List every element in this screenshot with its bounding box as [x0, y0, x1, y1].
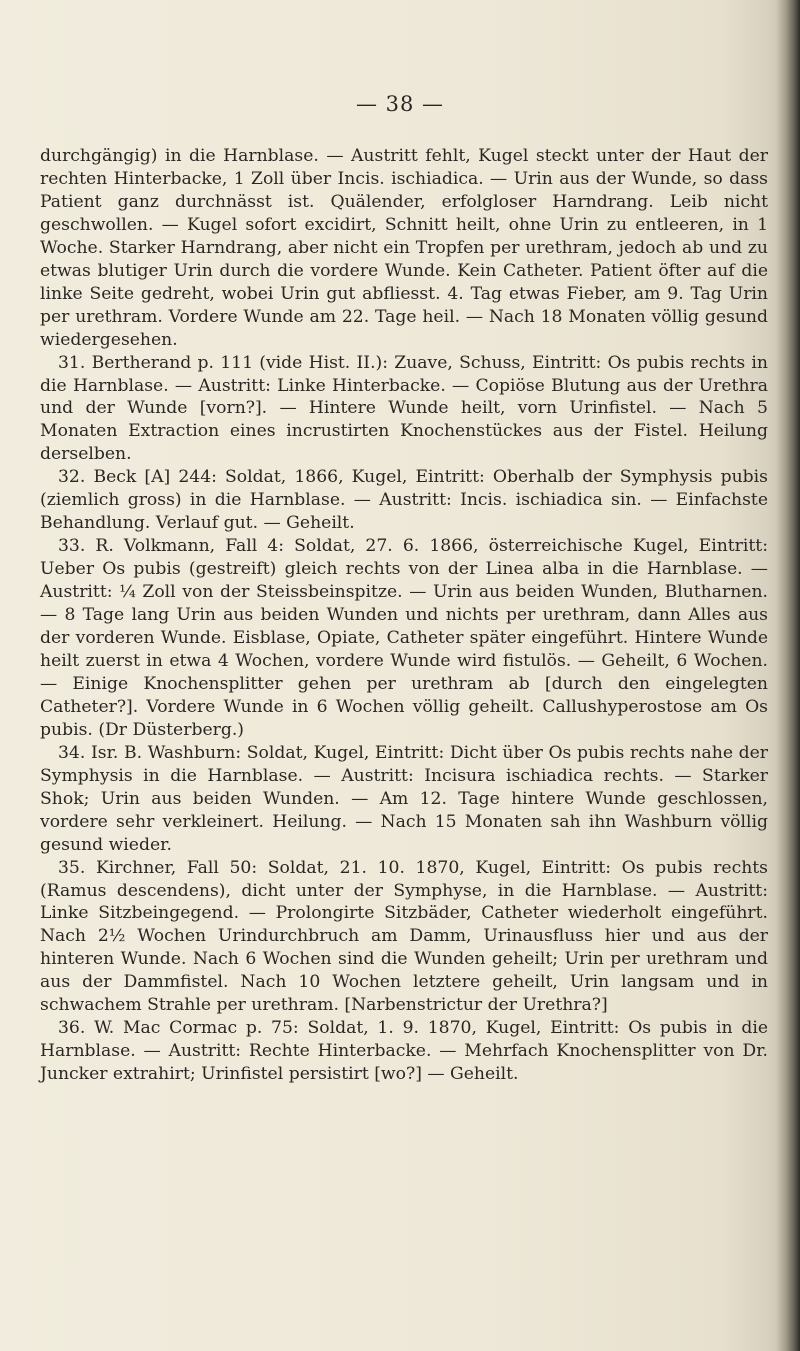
- case-33-paragraph: 33. R. Volkmann, Fall 4: Soldat, 27. 6. 1866, österreichische Kugel, Eintritt: Ueber Os pubis (gestreift) gleich rechts von der Linea alba in die Harnblase. — Austritt: ¼ Zoll von der Steissbeinspitze. — Urin aus beiden Wunden, Blutharnen. — 8 Tage lang Urin aus beiden Wunden und nichts per urethram, dann Alles aus der vorderen Wunde. Eisblase, Opiate, Catheter später eingeführt. Hintere Wunde heilt zuerst in etwa 4 Wochen, vordere Wunde wird fistulös. — Geheilt, 6 Wochen. — Einige Knochensplitter gehen per urethram ab [durch den eingelegten Catheter?]. Vordere Wunde in 6 Wochen völlig geheilt. Callushyperostose am Os pubis. (Dr Düsterberg.): [40, 536, 768, 740]
- body-text: [40, 145, 768, 1086]
- case-36-paragraph: 36. W. Mac Cormac p. 75: Soldat, 1. 9. 1870, Kugel, Eintritt: Os pubis in die Harnblase. — Austritt: Rechte Hinterbacke. — Mehrfach Knochensplitter von Dr. Juncker extrahirt; Urinfistel persistirt [wo?] — Geheilt.: [40, 1018, 768, 1085]
- paragraph-continuation: durchgängig) in die Harnblase. — Austritt fehlt, Kugel steckt unter der Haut der rechten Hinterbacke, 1 Zoll über Incis. ischiadica. — Urin aus der Wunde, so dass Patient ganz durchnässt ist. Quälender, erfolgloser Harndrang. Leib nicht geschwollen. — Kugel sofort excidirt, Schnitt heilt, ohne Urin zu entleeren, in 1 Woche. Starker Harndrang, aber nicht ein Tropfen per urethram, jedoch ab und zu etwas blutiger Urin durch die vordere Wunde. Kein Catheter. Patient öfter auf die linke Seite gedreht, wobei Urin gut abfliesst. 4. Tag etwas Fieber, am 9. Tag Urin per urethram. Vordere Wunde am 22. Tage heil. — Nach 18 Monaten völlig gesund wiedergesehen.: [40, 146, 768, 350]
- page-number: — 38 —: [355, 92, 445, 116]
- page-edge-shadow: [776, 0, 800, 1351]
- case-34-paragraph: 34. Isr. B. Washburn: Soldat, Kugel, Eintritt: Dicht über Os pubis rechts nahe der Symphysis in die Harnblase. — Austritt: Incisura ischiadica rechts. — Starker Shok; Urin aus beiden Wunden. — Am 12. Tage hintere Wunde geschlossen, vordere sehr verkleinert. Heilung. — Nach 15 Monaten sah ihn Washburn völlig gesund wieder.: [40, 742, 768, 855]
- case-32-paragraph: 32. Beck [A] 244: Soldat, 1866, Kugel, Eintritt: Oberhalb der Symphysis pubis (ziemlich gross) in die Harnblase. — Austritt: Incis. ischiadica sin. — Einfachste Behandlung. Verlauf gut. — Geheilt.: [40, 467, 768, 534]
- case-31-paragraph: 31. Bertherand p. 111 (vide Hist. II.): Zuave, Schuss, Eintritt: Os pubis rechts in die Harnblase. — Austritt: Linke Hinterbacke. — Copiöse Blutung aus der Urethra und der Wunde [vorn?]. — Hintere Wunde heilt, vorn Urinfistel. — Nach 5 Monaten Extraction eines incrustirten Knochenstückes aus der Fistel. Heilung derselben.: [40, 352, 768, 465]
- case-35-paragraph: 35. Kirchner, Fall 50: Soldat, 21. 10. 1870, Kugel, Eintritt: Os pubis rechts (Ramus descendens), dicht unter der Symphyse, in die Harnblase. — Austritt: Linke Sitzbeingegend. — Prolongirte Sitzbäder, Catheter wiederholt eingeführt. Nach 2½ Wochen Urindurchbruch am Damm, Urinausfluss hier und aus der hinteren Wunde. Nach 6 Wochen sind die Wunden geheilt; Urin per urethram und aus der Dammfistel. Nach 10 Wochen letztere geheilt, Urin langsam und in schwachem Strahle per urethram. [Narbenstrictur der Urethra?]: [40, 857, 768, 1016]
